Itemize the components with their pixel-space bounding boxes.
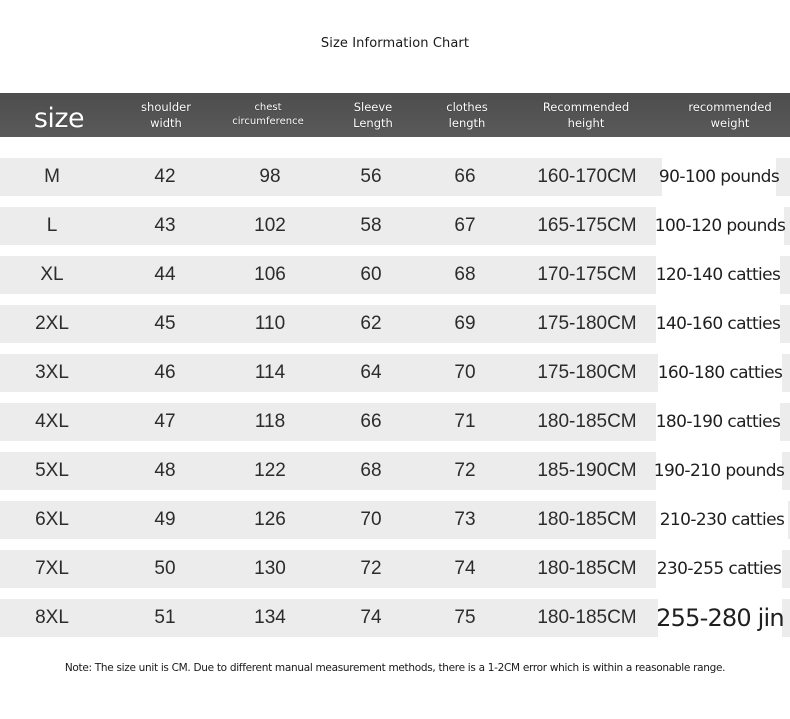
cell-shoulder: 47 [154, 411, 176, 432]
header-height-line2: height [567, 116, 605, 130]
table-row [0, 158, 790, 196]
cell-weight: 210-230 catties [656, 498, 788, 542]
cell-sleeve: 68 [360, 460, 382, 481]
cell-shoulder: 45 [154, 313, 176, 334]
cell-size: XL [40, 264, 64, 285]
header-chest [220, 93, 316, 137]
cell-weight: 255-280 jin [658, 596, 782, 640]
cell-size: 3XL [35, 362, 69, 383]
cell-shoulder: 43 [154, 215, 176, 236]
cell-weight: 90-100 pounds [662, 155, 776, 199]
cell-height: 165-175CM [537, 215, 637, 236]
header-shoulder [120, 93, 212, 137]
table-row [0, 354, 790, 392]
cell-sleeve: 62 [360, 313, 382, 334]
header-chest-line1: chest [254, 102, 282, 113]
cell-height: 175-180CM [537, 362, 637, 383]
header-chest-line2: circumference [232, 116, 304, 127]
cell-size: 5XL [35, 460, 69, 481]
cell-size: L [46, 215, 58, 236]
header-sleeve-line1: Sleeve [353, 100, 393, 114]
table-row [0, 452, 790, 490]
cell-shoulder: 49 [154, 509, 176, 530]
header-clothes-line1: clothes [446, 100, 488, 114]
cell-height: 170-175CM [537, 264, 637, 285]
table-row [0, 305, 790, 343]
cell-shoulder: 50 [154, 558, 176, 579]
header-weight-line1: recommended [688, 100, 772, 114]
cell-size: M [44, 166, 60, 187]
cell-length: 69 [454, 313, 476, 334]
cell-sleeve: 66 [360, 411, 382, 432]
header-sleeve [330, 93, 416, 137]
cell-size: 8XL [35, 607, 69, 628]
cell-weight: 100-120 pounds [656, 204, 784, 248]
cell-height: 175-180CM [537, 313, 637, 334]
cell-shoulder: 51 [154, 607, 176, 628]
header-weight [670, 93, 790, 137]
cell-weight: 140-160 catties [656, 302, 780, 346]
cell-length: 74 [454, 558, 476, 579]
cell-chest: 102 [254, 215, 286, 236]
cell-length: 68 [454, 264, 476, 285]
cell-weight: 230-255 catties [656, 547, 782, 591]
cell-size: 2XL [35, 313, 69, 334]
cell-chest: 122 [254, 460, 286, 481]
header-weight-line2: weight [710, 116, 750, 130]
cell-height: 185-190CM [537, 460, 637, 481]
header-clothes [424, 93, 510, 137]
cell-weight: 180-190 catties [656, 400, 780, 444]
table-row [0, 550, 790, 588]
cell-sleeve: 64 [360, 362, 382, 383]
cell-height: 180-185CM [537, 607, 637, 628]
header-height-line1: Recommended [542, 100, 630, 114]
cell-chest: 126 [254, 509, 286, 530]
chart-title: Size Information Chart [320, 36, 470, 51]
header-shoulder-line1: shoulder [141, 100, 191, 114]
cell-length: 66 [454, 166, 476, 187]
header-height [530, 93, 642, 137]
header-size [10, 93, 108, 137]
cell-sleeve: 58 [360, 215, 382, 236]
cell-size: 6XL [35, 509, 69, 530]
cell-length: 70 [454, 362, 476, 383]
cell-height: 180-185CM [537, 558, 637, 579]
cell-chest: 110 [254, 313, 286, 334]
cell-length: 75 [454, 607, 476, 628]
table-header [0, 93, 790, 137]
cell-weight: 160-180 catties [658, 351, 782, 395]
cell-shoulder: 44 [154, 264, 176, 285]
cell-sleeve: 74 [360, 607, 382, 628]
cell-length: 73 [454, 509, 476, 530]
table-row [0, 403, 790, 441]
cell-chest: 130 [254, 558, 286, 579]
cell-height: 180-185CM [537, 411, 637, 432]
header-size-label: size [33, 103, 85, 134]
cell-height: 180-185CM [537, 509, 637, 530]
cell-length: 71 [454, 411, 476, 432]
cell-sleeve: 56 [360, 166, 382, 187]
cell-weight: 190-210 pounds [656, 449, 782, 493]
cell-shoulder: 48 [154, 460, 176, 481]
header-clothes-line2: length [448, 116, 486, 130]
table-row [0, 207, 790, 245]
cell-sleeve: 72 [360, 558, 382, 579]
table-row [0, 256, 790, 294]
table-row [0, 501, 790, 539]
cell-chest: 118 [254, 411, 286, 432]
cell-chest: 134 [254, 607, 286, 628]
footnote: Note: The size unit is CM. Due to different manual measurement methods, there is a 1-2CM error which is within a reasonable range. [64, 662, 726, 674]
table-row [0, 599, 790, 637]
cell-length: 72 [454, 460, 476, 481]
cell-shoulder: 46 [154, 362, 176, 383]
cell-length: 67 [454, 215, 476, 236]
cell-chest: 106 [254, 264, 286, 285]
header-shoulder-line2: width [150, 116, 182, 130]
cell-weight: 120-140 catties [656, 253, 780, 297]
cell-chest: 98 [259, 166, 281, 187]
cell-size: 7XL [35, 558, 69, 579]
header-sleeve-line2: Length [353, 116, 393, 130]
cell-shoulder: 42 [154, 166, 176, 187]
cell-chest: 114 [254, 362, 286, 383]
cell-sleeve: 70 [360, 509, 382, 530]
cell-size: 4XL [35, 411, 69, 432]
cell-height: 160-170CM [537, 166, 637, 187]
cell-sleeve: 60 [360, 264, 382, 285]
